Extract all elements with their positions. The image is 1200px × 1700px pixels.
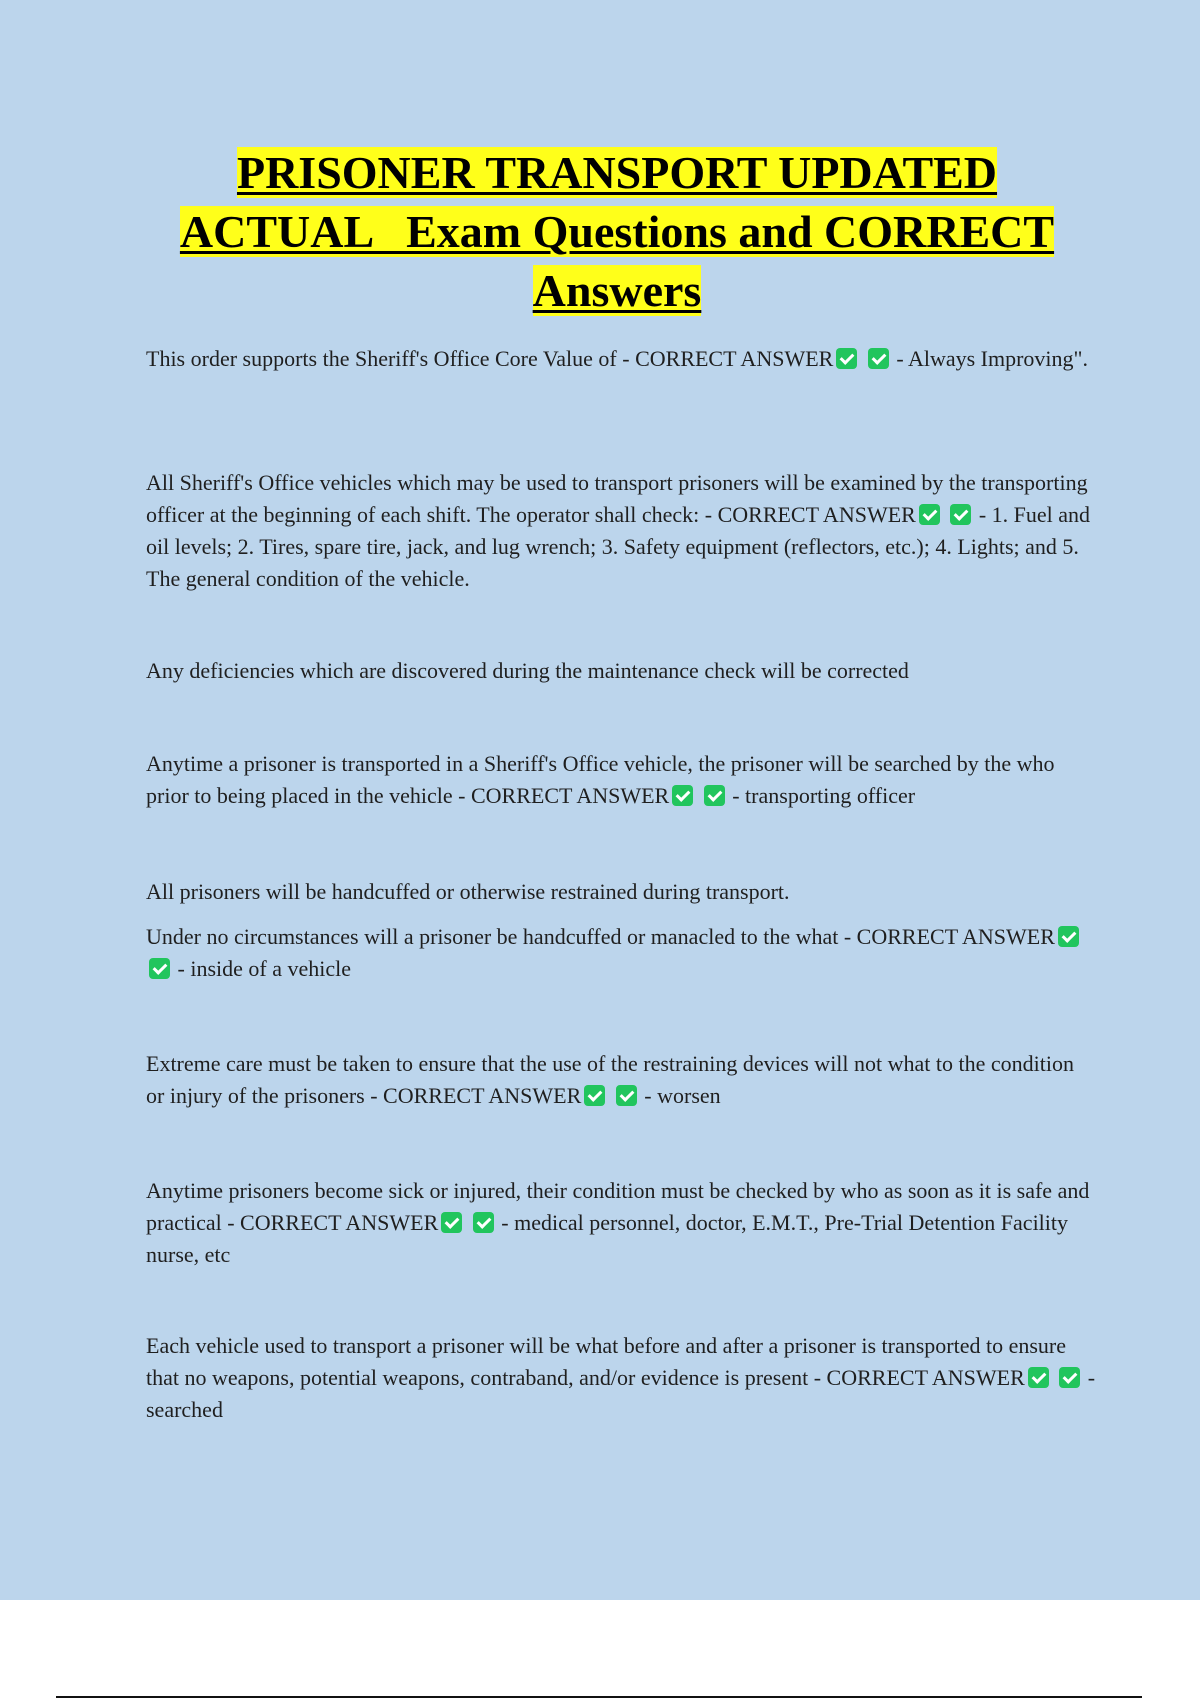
answer-text: - Always Improving". xyxy=(896,346,1089,371)
footer-divider xyxy=(56,1696,1142,1698)
statement-2 xyxy=(146,876,1096,908)
question-text: Anytime a prisoner is transported in a Sheriff's Office vehicle, the prisoner will be searched by the who prior to being placed in the vehicle - CORRECT ANSWER xyxy=(146,751,1055,808)
answer-text: - searched xyxy=(146,1365,1096,1422)
check-mark-icon xyxy=(672,785,693,806)
check-mark-icon xyxy=(473,1212,494,1233)
qa-item-3 xyxy=(146,748,1096,812)
check-mark-icon xyxy=(919,504,940,525)
check-mark-icon xyxy=(1058,926,1079,947)
answer-text: - 1. Fuel and oil levels; 2. Tires, spare tire, jack, and lug wrench; 3. Safety equipment (reflectors, etc.); 4. Lights; and 5. The general condition of the vehicle. xyxy=(146,502,1091,591)
title-line-2: ACTUAL Exam Questions and CORRECT xyxy=(179,206,1055,257)
statement-1 xyxy=(146,655,1096,687)
document-title xyxy=(120,143,1114,320)
qa-item-5 xyxy=(146,1048,1096,1112)
check-mark-icon xyxy=(1028,1367,1049,1388)
answer-text: - worsen xyxy=(644,1083,721,1108)
qa-item-1 xyxy=(146,343,1096,375)
check-mark-icon xyxy=(868,348,889,369)
question-text: This order supports the Sheriff's Office Core Value of - CORRECT ANSWER xyxy=(146,346,834,371)
answer-text: - transporting officer xyxy=(732,783,916,808)
check-mark-icon xyxy=(1059,1367,1080,1388)
check-mark-icon xyxy=(441,1212,462,1233)
qa-item-7 xyxy=(146,1330,1096,1426)
check-mark-icon xyxy=(149,958,170,979)
question-text: Under no circumstances will a prisoner be handcuffed or manacled to the what - CORRECT ANSWER xyxy=(146,924,1055,949)
statement-text: Any deficiencies which are discovered during the maintenance check will be corrected xyxy=(146,658,909,683)
question-text: Extreme care must be taken to ensure that the use of the restraining devices will not what to the condition or injury of the prisoners - CORRECT ANSWER xyxy=(146,1051,1074,1108)
check-mark-icon xyxy=(836,348,857,369)
title-line-3: Answers xyxy=(532,265,702,316)
answer-text: - inside of a vehicle xyxy=(177,956,351,981)
title-line-1: PRISONER TRANSPORT UPDATED xyxy=(236,147,998,198)
check-mark-icon xyxy=(704,785,725,806)
question-text: Anytime prisoners become sick or injured, their condition must be checked by who as soon as it is safe and practical - CORRECT ANSWER xyxy=(146,1178,1090,1235)
check-mark-icon xyxy=(616,1085,637,1106)
statement-text: All prisoners will be handcuffed or otherwise restrained during transport. xyxy=(146,879,790,904)
qa-item-4 xyxy=(146,921,1096,985)
question-text: All Sheriff's Office vehicles which may be used to transport prisoners will be examined by the transporting officer at the beginning of each shift. The operator shall check: - CORRECT ANSWER xyxy=(146,470,1088,527)
question-text: Each vehicle used to transport a prisoner will be what before and after a prisoner is transported to ensure that no weapons, potential weapons, contraband, and/or evidence is present - CORRECT ANSWER xyxy=(146,1333,1067,1390)
qa-item-6 xyxy=(146,1175,1096,1271)
qa-item-2 xyxy=(146,467,1096,595)
check-mark-icon xyxy=(950,504,971,525)
check-mark-icon xyxy=(584,1085,605,1106)
answer-text: - medical personnel, doctor, E.M.T., Pre-Trial Detention Facility nurse, etc xyxy=(146,1210,1069,1267)
